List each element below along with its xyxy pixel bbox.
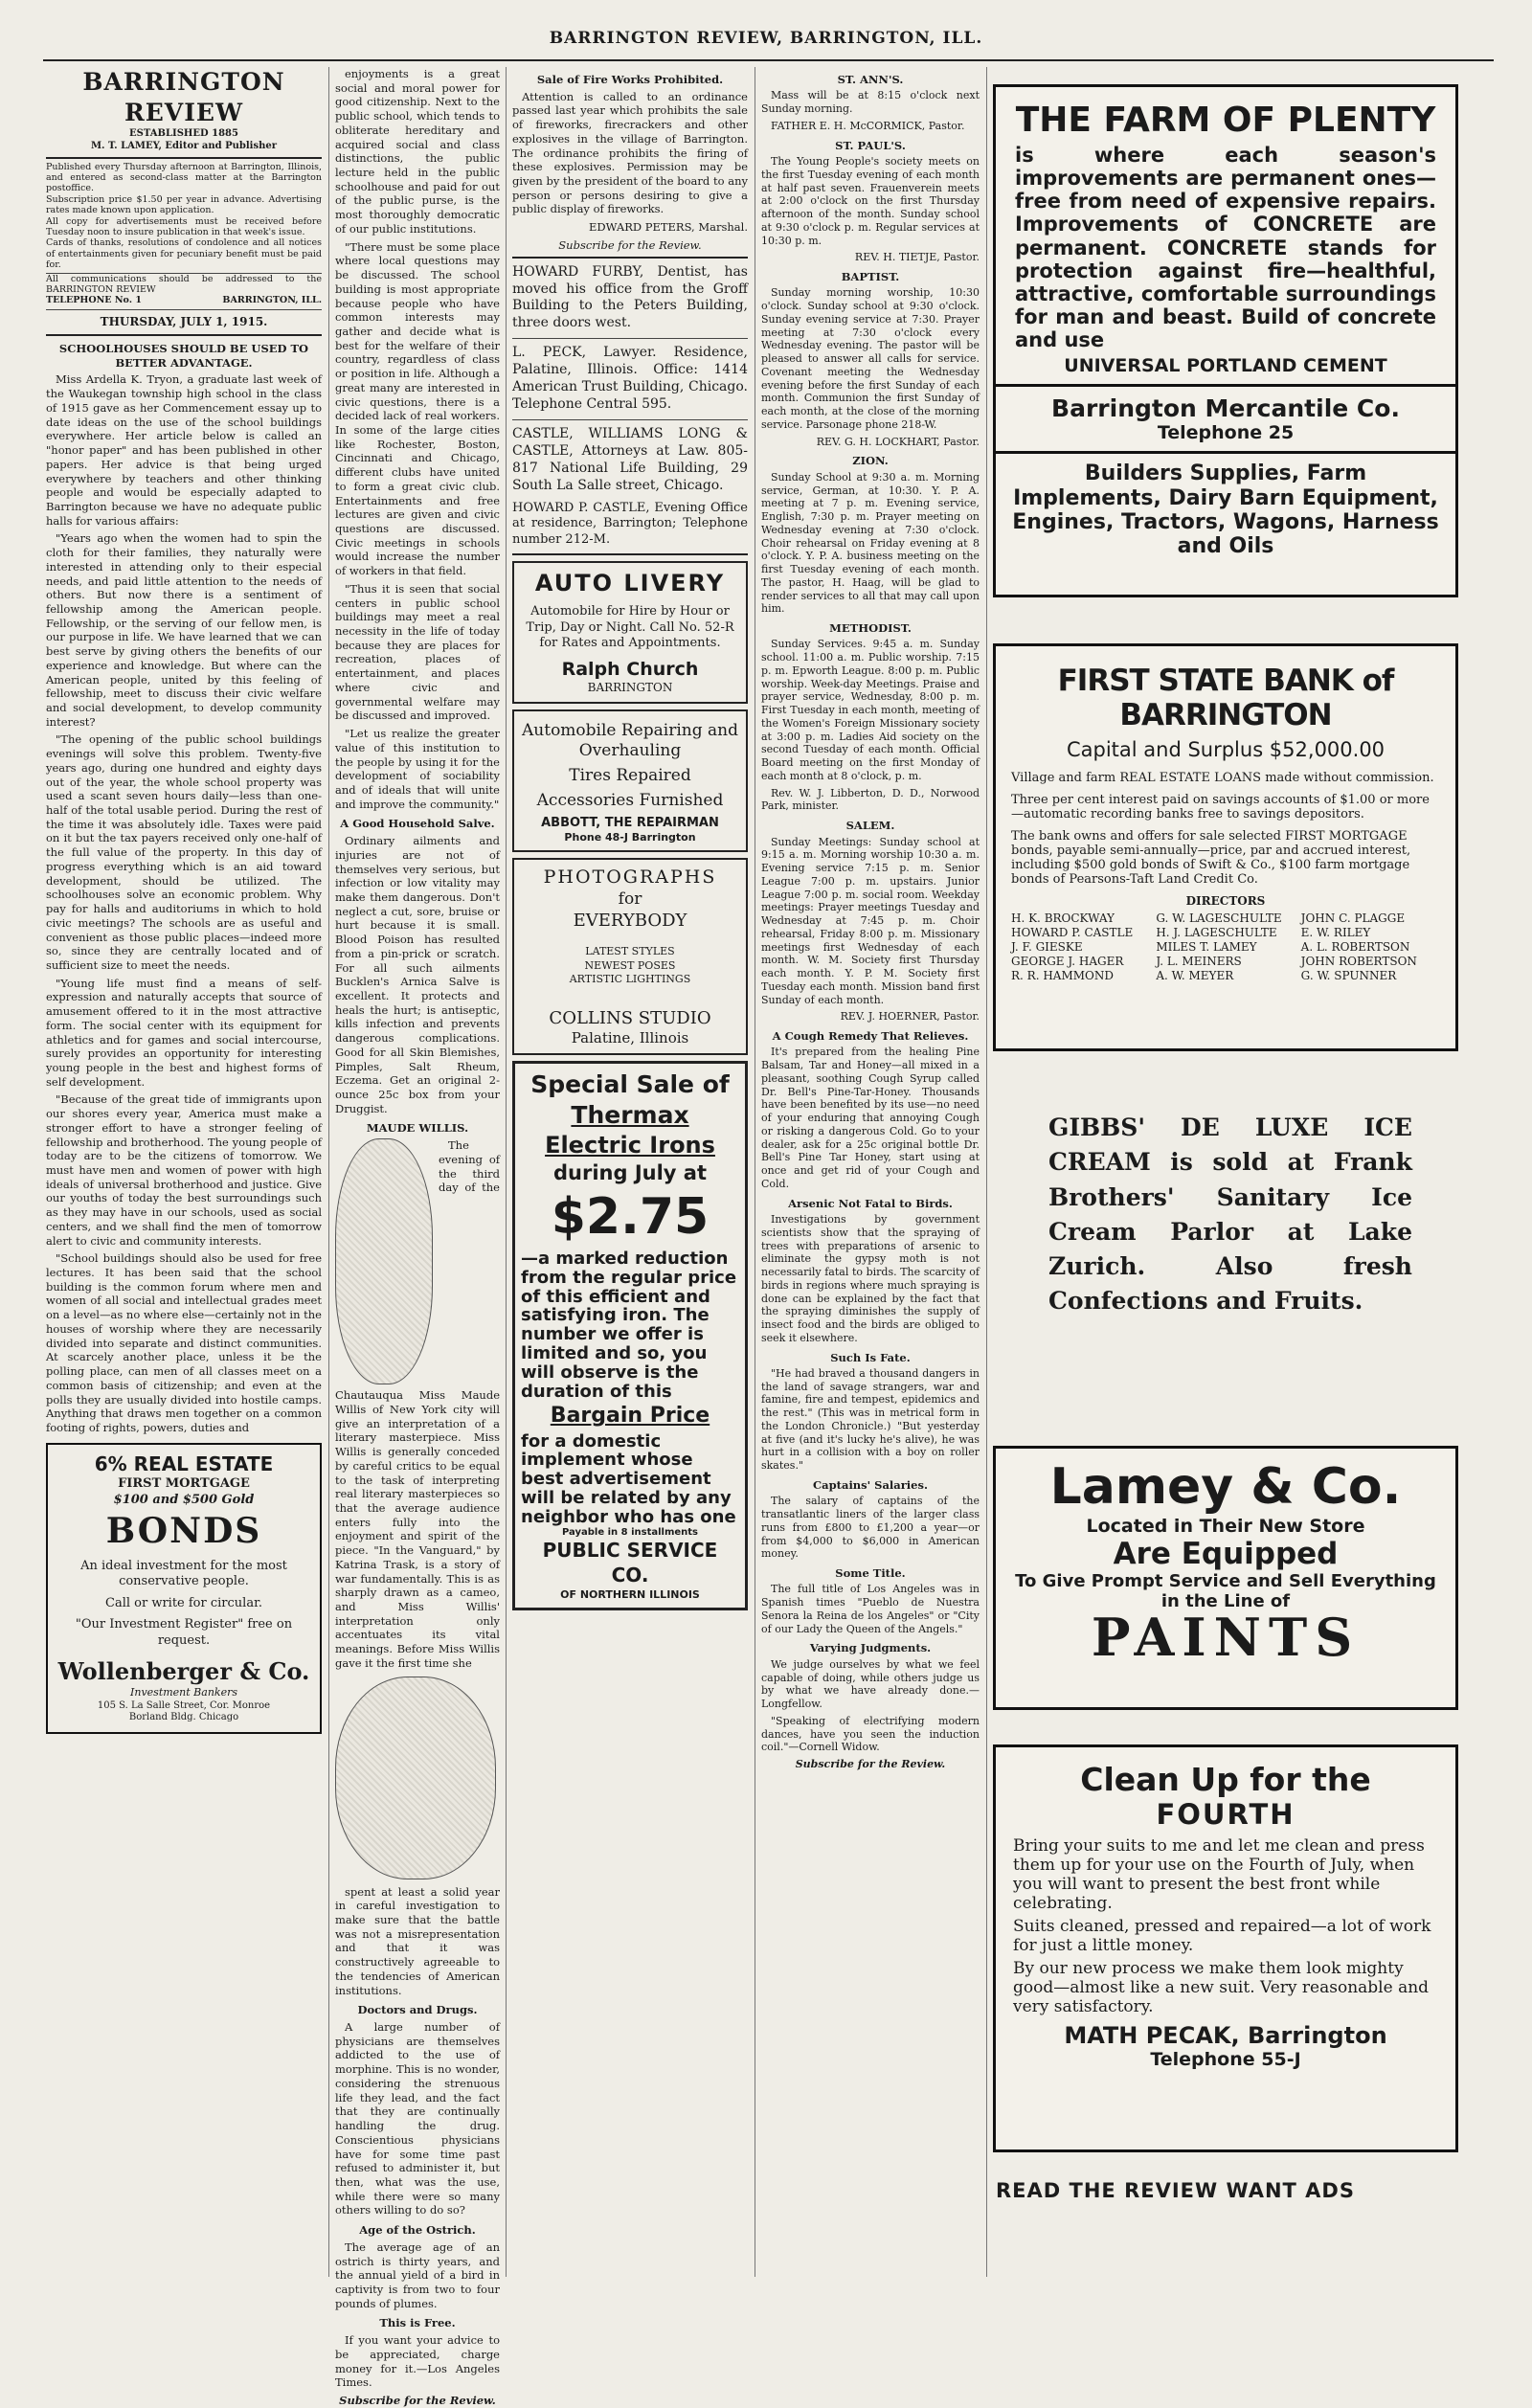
director: JOHN ROBERTSON bbox=[1300, 955, 1417, 968]
photo-ad bbox=[512, 858, 748, 1055]
livery-name: Ralph Church bbox=[561, 658, 699, 680]
paragraph: "Let us realize the greater value of this institution to the people by using it for the development of sociability and of ideals that will unite and improve the community." bbox=[335, 727, 500, 811]
paragraph: The average age of an ostrich is thirty years, and the annual yield of a bird in captivity is from two to four pounds of plumes. bbox=[335, 2239, 500, 2310]
column-3 bbox=[512, 67, 748, 2279]
photo-line: ARTISTIC LIGHTINGS bbox=[569, 972, 691, 985]
photo-line: Palatine, Illinois bbox=[571, 1028, 689, 1046]
article-headline: Age of the Ostrich. bbox=[359, 2223, 476, 2238]
farm-merc: Barrington Mercantile Co. bbox=[1051, 394, 1400, 423]
farm-supplies: Builders Supplies, Farm Implements, Dairy Barn Equipment, Engines, Tractors, Wagons, Harness and Oils bbox=[1012, 461, 1439, 559]
thermax-line: for a domestic implement whose best advertisement will be related by any neighbor who has one bbox=[521, 1430, 736, 1527]
portrait-photo bbox=[335, 1138, 433, 1384]
bond-line: 6% REAL ESTATE bbox=[94, 1452, 274, 1475]
director: J. L. MEINERS bbox=[1156, 955, 1242, 968]
photo-line: PHOTOGRAPHS bbox=[543, 866, 717, 889]
paragraph: "Because of the great tide of immigrants upon our shores every year, America must make a stronger effort to have a stronger feeling of fellowship and brotherhood. The young people of today are to be the citizens of tomorrow. We must have men and women of power with high ideals of universal brotherhood and justice. Give our youths of today the best surroundings such as they may have in our schools, used as social centers, and we shall find the men of tomorrow alert to civic and community interests. bbox=[46, 1092, 322, 1248]
photo-line: LATEST STYLES bbox=[585, 945, 675, 958]
paragraph: Sunday Meetings: Sunday school at 9:15 a. m. Morning worship 10:30 a. m. Evening service 7:15 p. m. Senior League 7:00 p. m. upstairs. Junior League 7:00 p. m. social room. Weekday meetings: Prayer meetings Tuesday and Wednesday at 7:45 p. m. Choir rehearsal, Friday 8:00 p. m. Missionary meetings first Wednesday of each month. W. M. Society first Thursday each month. Y. P. M. Society first Tuesday each month. Mission band first Sunday of each month. bbox=[761, 835, 980, 1006]
phone-right: BARRINGTON, ILL. bbox=[222, 295, 322, 306]
notice: Cards of thanks, resolutions of condolence and all notices of entertainments given for pecuniary benefit must be paid for. bbox=[46, 237, 322, 271]
lamey-line: To Give Prompt Service and Sell Everything in the Line of bbox=[1015, 1571, 1436, 1611]
bond-line: Investment Bankers bbox=[130, 1686, 237, 1699]
director: G. W. SPUNNER bbox=[1300, 969, 1397, 982]
bond-line: Borland Bldg. Chicago bbox=[128, 1712, 239, 1723]
paragraph: "Thus it is seen that social centers in public school buildings may meet a real necessity in the life of today because they are places for recreation, places of entertainment, and places where civic and governmental welfare may be discussed and improved. bbox=[335, 581, 500, 723]
bond-line: "Our Investment Register" free on request. bbox=[75, 1617, 293, 1649]
bond-line: $100 and $500 Gold bbox=[113, 1492, 255, 1507]
thermax-line: —a marked reduction from the regular price of this efficient and satisfying iron. The number we offer is limited and so, you will observe is the duration of this bbox=[521, 1249, 737, 1402]
thermax-line: Special Sale of bbox=[530, 1069, 730, 1098]
bank-interest: Three per cent interest paid on savings accounts of $1.00 or more—automatic recording banks free to savings depositors. bbox=[1011, 793, 1430, 821]
clean-body: Bring your suits to me and let me clean and press them up for your use on the Fourth of July, when you will want to present the best front while celebrating. bbox=[1013, 1836, 1425, 1913]
article-headline: A Cough Remedy That Relieves. bbox=[772, 1029, 969, 1043]
clean-up-ad bbox=[993, 1744, 1458, 2152]
director: A. L. ROBERTSON bbox=[1300, 940, 1410, 954]
director: R. R. HAMMOND bbox=[1011, 969, 1114, 982]
thermax-ad bbox=[512, 1061, 748, 1610]
paragraph: "Young life must find a means of self-expression and naturally accepts that source of amusement offered to it in the most attractive form. The social center with its equipment for athletics and for games and social intercourse, surely provides an opportunity for interesting young people in the best and highest forms of self development. bbox=[46, 976, 322, 1089]
issue-date: THURSDAY, JULY 1, 1915. bbox=[46, 310, 322, 336]
column-rule bbox=[986, 67, 987, 2277]
thermax-price: $2.75 bbox=[551, 1188, 710, 1247]
lamey-paints: PAINTS bbox=[1091, 1607, 1361, 1668]
lamey-paints-ad bbox=[993, 1446, 1458, 1710]
paragraph: enjoyments is a great social and moral power for good citizenship. Next to the public school, which tends to obliterate hereditary and acquired social and class distinctions, the public lecture held in the public schoolhouse and paid for out of the public purse, is the most thoroughly democratic of our public institutions. bbox=[335, 67, 500, 236]
thermax-line: during July at bbox=[552, 1160, 707, 1184]
church-heading: BAPTIST. bbox=[841, 270, 900, 283]
paragraph: Sunday morning worship, 10:30 o'clock. Sunday school at 9:30 o'clock. Sunday evening service at 7:30. Prayer meeting at 7:30 o'clock every Wednesday evening. The pastor will be pleased to answer all calls for service. Covenant meeting the Wednesday evening before the first Sunday of each month. Communion the first Sunday of each month, at the close of the morning service. Parsonage phone 218-W. bbox=[761, 286, 980, 431]
repair-line: Tires Repaired bbox=[569, 766, 691, 786]
photo-line: EVERYBODY bbox=[573, 911, 687, 932]
bond-line: FIRST MORTGAGE bbox=[118, 1476, 250, 1492]
farm-of-plenty-ad bbox=[993, 84, 1458, 597]
masthead-editor: M. T. LAMEY, Editor and Publisher bbox=[90, 140, 278, 151]
signature: FATHER E. H. McCORMICK, Pastor. bbox=[771, 119, 965, 132]
director: GEORGE J. HAGER bbox=[1011, 955, 1124, 968]
farm-body: is where each season's improvements are permanent ones—free from need of expensive repairs. Improvements of CONCRETE are permanent. CONCRETE stands for protection against fire—healthful, attractive, comfortable surroundings for man and beast. Build of concrete and use bbox=[1015, 144, 1436, 352]
first-state-bank-ad bbox=[993, 643, 1458, 1051]
top-rule bbox=[43, 59, 1494, 61]
signature: REV. G. H. LOCKHART, Pastor. bbox=[816, 435, 980, 448]
notice: All copy for advertisements must be received before Tuesday noon to insure publication in that week's issue. bbox=[46, 215, 322, 237]
paragraph: Sunday Services. 9:45 a. m. Sunday school. 11:00 a. m. Public worship. 7:15 p. m. Epworth League. 8:00 p. m. Public worship. Week-day Meetings. Praise and prayer service, Wednesday, 8:00 p. m. First Tuesday in each month, meeting of the Women's Foreign Missionary society at 3:00 p. m. Ladies Aid society on the second Tuesday of each month. Official Board meeting on the first Monday of each month at 8 o'clock, p. m. bbox=[761, 638, 980, 782]
director: HOWARD P. CASTLE bbox=[1011, 926, 1134, 939]
director: JOHN C. PLAGGE bbox=[1300, 911, 1406, 925]
livery-town: BARRINGTON bbox=[587, 681, 673, 695]
clean-tel: Telephone 55-J bbox=[1150, 2049, 1301, 2070]
masthead-established: ESTABLISHED 1885 bbox=[129, 128, 238, 139]
church-heading: SALEM. bbox=[845, 819, 895, 833]
card-castle: CASTLE, WILLIAMS LONG & CASTLE, Attorneys at Law. 805-817 National Life Building, 29 South La Salle street, Chicago. bbox=[512, 425, 748, 493]
ice-cream-ad: GIBBS' DE LUXE ICE CREAM is sold at Frank Brothers' Sanitary Ice Cream Parlor at Lake Zurich. Also fresh Confections and Fruits. bbox=[1048, 1114, 1412, 1316]
livery-body: Automobile for Hire by Hour or Trip, Day or Night. Call No. 52-R for Rates and Appointments. bbox=[526, 604, 734, 651]
farm-title: THE FARM OF PLENTY bbox=[1015, 101, 1436, 140]
bond-line: BONDS bbox=[105, 1510, 262, 1551]
repair-line: ABBOTT, THE REPAIRMAN bbox=[541, 815, 719, 830]
paragraph: If you want your advice to be appreciated, charge money for it.—Los Angeles Times. bbox=[335, 2333, 500, 2390]
article-headline: Such Is Fate. bbox=[830, 1350, 911, 1364]
column-2 bbox=[335, 67, 500, 2407]
article-headline: Sale of Fire Works Prohibited. bbox=[536, 73, 724, 86]
paragraph: Attention is called to an ordinance passed last year which prohibits the sale of fireworks, firecrackers and other explosives in the village of Barrington. The ordinance prohibits the firing of these explosives. Permission may be given by the president of the board to any person or persons desiring to give a public display of fireworks. bbox=[512, 89, 748, 216]
masthead bbox=[46, 67, 322, 159]
thermax-line: Electric Irons bbox=[545, 1131, 715, 1159]
director: H. K. BROCKWAY bbox=[1011, 911, 1115, 925]
director: A. W. MEYER bbox=[1156, 969, 1234, 982]
bond-ad bbox=[46, 1443, 322, 1734]
clean-title: FOURTH bbox=[1156, 1798, 1295, 1831]
signature: REV. J. HOERNER, Pastor. bbox=[840, 1010, 980, 1024]
paragraph: The evening of the third day of the Chautauqua Miss Maude Willis of New York city will give an interpretation of a literary masterpiece. Miss Willis is generally conceded by careful critics to be equal to the task of interpreting real literary masterpieces so that the average audience enters fully into the enjoyment and spirit of the piece. "In the Vanguard," by Katrina Trask, is a story of war fundamentally. This is as sharply drawn as a cameo, and Miss Willis' interpretation only accentuates its vital meanings. Before Miss Willis gave it the first time she bbox=[335, 1138, 500, 1670]
signature: EDWARD PETERS, Marshal. bbox=[589, 220, 748, 235]
notice: Subscription price $1.50 per year in advance. Advertising rates made known upon application. bbox=[46, 193, 322, 216]
subscribe-line: Subscribe for the Review. bbox=[339, 2394, 496, 2407]
card-castle-evening: HOWARD P. CASTLE, Evening Office at residence, Barrington; Telephone number 212-M. bbox=[512, 501, 748, 556]
photo-line: NEWEST POSES bbox=[584, 958, 676, 972]
director: G. W. LAGESCHULTE bbox=[1156, 911, 1282, 925]
bond-line: 105 S. La Salle Street, Cor. Monroe bbox=[97, 1699, 271, 1711]
column-1 bbox=[46, 67, 322, 2279]
paragraph: A large number of physicians are themselves addicted to the use of morphine. This is no wonder, considering the strenuous life they lead, and the fact that they are continually handling the drug. Conscientious physicians have for some time past refused to administer it, but then, what was the use, while there were so many others willing to do so? bbox=[335, 2020, 500, 2217]
lamey-line: Located in Their New Store bbox=[1086, 1516, 1365, 1537]
phone-left: TELEPHONE No. 1 bbox=[46, 295, 142, 306]
thermax-line: Thermax bbox=[571, 1100, 689, 1129]
notice: Published every Thursday afternoon at Barrington, Illinois, and entered as second-class matter at the Barrington postoffice. bbox=[46, 161, 322, 194]
bond-line: An ideal investment for the most conservative people. bbox=[80, 1558, 287, 1589]
paragraph: We judge ourselves by what we feel capable of doing, while others judge us by what we have already done.—Longfellow. bbox=[761, 1657, 980, 1710]
photo-line: for bbox=[618, 889, 642, 909]
phone-line bbox=[46, 295, 322, 305]
bank-bonds: The bank owns and offers for sale selected FIRST MORTGAGE bonds, payable semi-annually—price, par and accrued interest, including $500 gold bonds of Swift & Co., $100 farm mortgage bonds of Pearsons-Taft Land Credit Co. bbox=[1011, 829, 1411, 887]
paragraph: Ordinary ailments and injuries are not of themselves very serious, but infection or low vitality may make them dangerous. Don't neglect a cut, sore, bruise or hurt because it is small. Blood Poison has resulted from a pin-prick or scratch. For all such ailments Bucklen's Arnica Salve is excellent. It protects and heals the hurt; is antiseptic, kills infection and prevents dangerous complications. Good for all Skin Blemishes, Pimples, Salt Rheum, Eczema. Get an original 2-ounce 25c box from your Druggist. bbox=[335, 834, 500, 1115]
lamey-line: Are Equipped bbox=[1113, 1537, 1339, 1571]
card-furby: HOWARD FURBY, Dentist, has moved his office from the Groff Building to the Peters Building, three doors west. bbox=[512, 264, 748, 340]
clean-body: Suits cleaned, pressed and repaired—a lot of work for just a little money. bbox=[1013, 1917, 1431, 1955]
article-headline: Doctors and Drugs. bbox=[357, 2003, 478, 2017]
paragraph: "Years ago when the women had to spin the cloth for their families, they naturally were interested in attending only to their especial needs, and paid little attention to the needs of others. But now there is a sentiment of fellowship among the American people. Fellowship, or the serving of our fellow men, is our purpose in life. We have learned that we can best serve by giving others the benefits of our experience and knowledge. But where can the American people, united by this feeling of fellowship, meet to discuss their civic welfare and social development, to develop community interest? bbox=[46, 531, 322, 729]
article-headline: A Good Household Salve. bbox=[340, 817, 495, 831]
church-heading: METHODIST. bbox=[829, 621, 912, 635]
farm-tel: Telephone 25 bbox=[1157, 422, 1295, 444]
paragraph: The full title of Los Angeles was in Spanish times "Pueblo de Nuestra Senora la Reina de los Angeles" or "City of our Lady the Queen of the Angels." bbox=[761, 1583, 980, 1635]
repair-ad bbox=[512, 709, 748, 853]
signature: REV. H. TIETJE, Pastor. bbox=[854, 251, 980, 264]
paragraph: spent at least a solid year in careful investigation to make sure that the battle was not a misrepresentation and that it was constructively agreeable to the tendencies of American institutions. bbox=[335, 1884, 500, 1997]
article-headline: Some Title. bbox=[835, 1566, 906, 1580]
column-rule bbox=[506, 67, 507, 2277]
column-rule bbox=[328, 67, 329, 2277]
paragraph: The salary of captains of the transatlantic liners of the larger class runs from £800 to £1,200 a year—or from $4,000 to $6,000 in American money. bbox=[761, 1495, 980, 1561]
card-peck: L. PECK, Lawyer. Residence, Palatine, Illinois. Office: 1414 American Trust Building, Chicago. Telephone Central 595. bbox=[512, 345, 748, 420]
thermax-line: OF NORTHERN ILLINOIS bbox=[560, 1587, 700, 1601]
paragraph: "Speaking of electrifying modern dances, have you seen the induction coil."—Cornell Widow. bbox=[761, 1714, 980, 1754]
paragraph: "School buildings should also be used for free lectures. It has been said that the school building is the common forum where men and women of all social and intellectual grades meet on a level—as no where else—certainly not in the houses of worship where they are necessarily divided into separate and distinct communities. At scarcely another place, unless it be the polling place, can men of all classes meet on a common basis of citizenship; and even at the polls they are usually divided into hostile camps. Anything that draws men together on a common footing of rights, powers, duties and bbox=[46, 1251, 322, 1434]
article-headline: Arsenic Not Fatal to Birds. bbox=[788, 1196, 953, 1210]
notice: All communications should be addressed to the BARRINGTON REVIEW bbox=[46, 273, 322, 295]
repair-line: Accessories Furnished bbox=[536, 790, 724, 810]
paragraph: "The opening of the public school buildings evenings will solve this problem. Twenty-five years ago, during one hundred and eighty days out of the year, the whole school property was used a scant seven hours daily—less than one-half of the total usable period. During the rest of the time it was absolutely idle. Taxes were paid on it but the tax payers received only one-half of the full value of the property. In this day of progress everything which is an aid toward development, should be utilized. The schoolhouses solve an economic problem. Why pay for halls and auditoriums in which to hold civic meetings? The schools are as useful and convenient as those public places—indeed more so, since they are centrally located and of sufficient size to meet the needs. bbox=[46, 732, 322, 972]
bank-title: FIRST STATE BANK of BARRINGTON bbox=[1057, 664, 1394, 732]
director: MILES T. LAMEY bbox=[1156, 940, 1257, 954]
farm-cement: UNIVERSAL PORTLAND CEMENT bbox=[1064, 355, 1387, 377]
subscribe-line: Subscribe for the Review. bbox=[795, 1758, 946, 1770]
article-headline: MAUDE WILLIS. bbox=[366, 1121, 469, 1136]
bank-directors-head: DIRECTORS bbox=[1185, 894, 1266, 908]
column-4 bbox=[761, 67, 980, 2279]
clean-body: By our new process we make them look mighty good—almost like a new suit. Very reasonable and very satisfactory. bbox=[1013, 1959, 1430, 2016]
paragraph: The Young People's society meets on the first Tuesday evening of each month at half past seven. Frauenverein meets at 2:00 o'clock on the first Thursday afternoon of the month. Sunday school at 9:30 o'clock p. m. Regular services at 10:30 p. m. bbox=[761, 155, 980, 247]
repair-line: Automobile Repairing and Overhauling bbox=[522, 720, 738, 761]
bank-directors bbox=[996, 911, 1455, 982]
bond-line: Wollenberger & Co. bbox=[57, 1656, 310, 1685]
publication-notices bbox=[46, 162, 322, 310]
clean-title: Clean Up for the bbox=[1080, 1761, 1371, 1798]
director: H. J. LAGESCHULTE bbox=[1156, 926, 1277, 939]
thermax-line: Payable in 8 installments bbox=[561, 1526, 699, 1538]
running-head: BARRINGTON REVIEW, BARRINGTON, ILL. bbox=[549, 29, 983, 48]
church-heading: ZION. bbox=[852, 454, 889, 468]
director: E. W. RILEY bbox=[1300, 926, 1371, 939]
paragraph: Mass will be at 8:15 o'clock next Sunday morning. bbox=[761, 89, 980, 116]
signature: Rev. W. J. Libberton, D. D., Norwood Park, minister. bbox=[761, 786, 980, 813]
auto-livery-ad bbox=[512, 561, 748, 703]
article-headline: SCHOOLHOUSES SHOULD BE USED TO BETTER ADVANTAGE. bbox=[58, 342, 309, 370]
thermax-line: Bargain Price bbox=[550, 1404, 710, 1429]
church-heading: ST. ANN'S. bbox=[837, 73, 904, 86]
masthead-title: BARRINGTON REVIEW bbox=[82, 68, 285, 126]
article-headline: Varying Judgments. bbox=[809, 1641, 932, 1655]
lamey-name: Lamey & Co. bbox=[1049, 1458, 1402, 1516]
director: J. F. GIESKE bbox=[1011, 940, 1083, 954]
paragraph: Investigations by government scientists show that the spraying of trees with preparations of arsenic to eliminate the gypsy moth is not necessarily fatal to birds. The scarcity of birds in regions where much spraying is done can be explained by the fact that the spraying diminishes the supply of insect food and the birds are obliged to seek it elsewhere. bbox=[761, 1213, 980, 1344]
bank-capital: Capital and Surplus $52,000.00 bbox=[1066, 738, 1386, 761]
bank-loans: Village and farm REAL ESTATE LOANS made without commission. bbox=[1011, 771, 1434, 785]
paragraph: It's prepared from the healing Pine Balsam, Tar and Honey—all mixed in a pleasant, soothing Cough Syrup called Dr. Bell's Pine-Tar-Honey. Thousands have been benefited by its use—no need of your enduring that annoying Cough or risking a dangerous Cold. Go to your dealer, ask for a 25c original bottle Dr. Bell's Pine Tar Honey, start using at once and get rid of your Cough and Cold. bbox=[761, 1046, 980, 1190]
church-heading: ST. PAUL'S. bbox=[835, 138, 906, 152]
paragraph: "There must be some place where local questions may be discussed. The school building is most appropriate because people who have common interests may gather and decide what is best for the welfare of their country, regardless of class or position in life. Although a great many are interested in civic questions, there is a decided lack of real workers. In some of the large cities like Rochester, Boston, Cincinnati and Chicago, different clubs have united to form a great civic club. Entertainments and free lectures are given and civic questions are discussed. Civic meetings in schools would increase the number of workers in that field. bbox=[335, 239, 500, 578]
subscribe-line: Subscribe for the Review. bbox=[512, 238, 748, 259]
article-headline: Captains' Salaries. bbox=[813, 1477, 928, 1492]
article-headline: This is Free. bbox=[379, 2316, 456, 2330]
photo-line: COLLINS STUDIO bbox=[549, 1007, 711, 1028]
livery-title: AUTO LIVERY bbox=[534, 570, 726, 597]
paragraph: Sunday School at 9:30 a. m. Morning service, German, at 10:30. Y. P. A. meeting at 7 p. m. Evening service, English, 7:30 p. m. Prayer meeting on Wednesday evening at 7:30 o'clock. Choir rehearsal on Friday evening at 8 o'clock. Y. P. A. business meeting on the first Tuesday evening of each month. The pastor, H. Haag, will be glad to render services to all that may call upon him. bbox=[761, 470, 980, 616]
paragraph: "He had braved a thousand dangers in the land of savage strangers, war and famine, fire and tempest, epidemics and the rest." (This was in metrical form in the London Chronicle.) "But yesterday at five (and it's lucky he's alive), he was hurt in a collision with a boy on roller skates." bbox=[761, 1366, 980, 1473]
bond-line: Call or write for circular. bbox=[105, 1595, 262, 1610]
want-ads-line: READ THE REVIEW WANT ADS bbox=[996, 2179, 1355, 2202]
paragraph: Miss Ardella K. Tryon, a graduate last week of the Waukegan township high school in the class of 1915 gave as her Commencement essay up to date ideas on the use of the school buildings everywhere. Her article below is called an "honor paper" and has been published in other papers. Her advice is that being urged everywhere by teachers and other thinking people and would be especially adapted to Barrington because we have no adequate public halls for various affairs: bbox=[46, 372, 322, 528]
repair-line: Phone 48-J Barrington bbox=[564, 831, 696, 844]
clean-name: MATH PECAK, Barrington bbox=[1064, 2022, 1387, 2049]
portrait-photo bbox=[335, 1677, 496, 1879]
thermax-line: PUBLIC SERVICE CO. bbox=[542, 1539, 718, 1587]
